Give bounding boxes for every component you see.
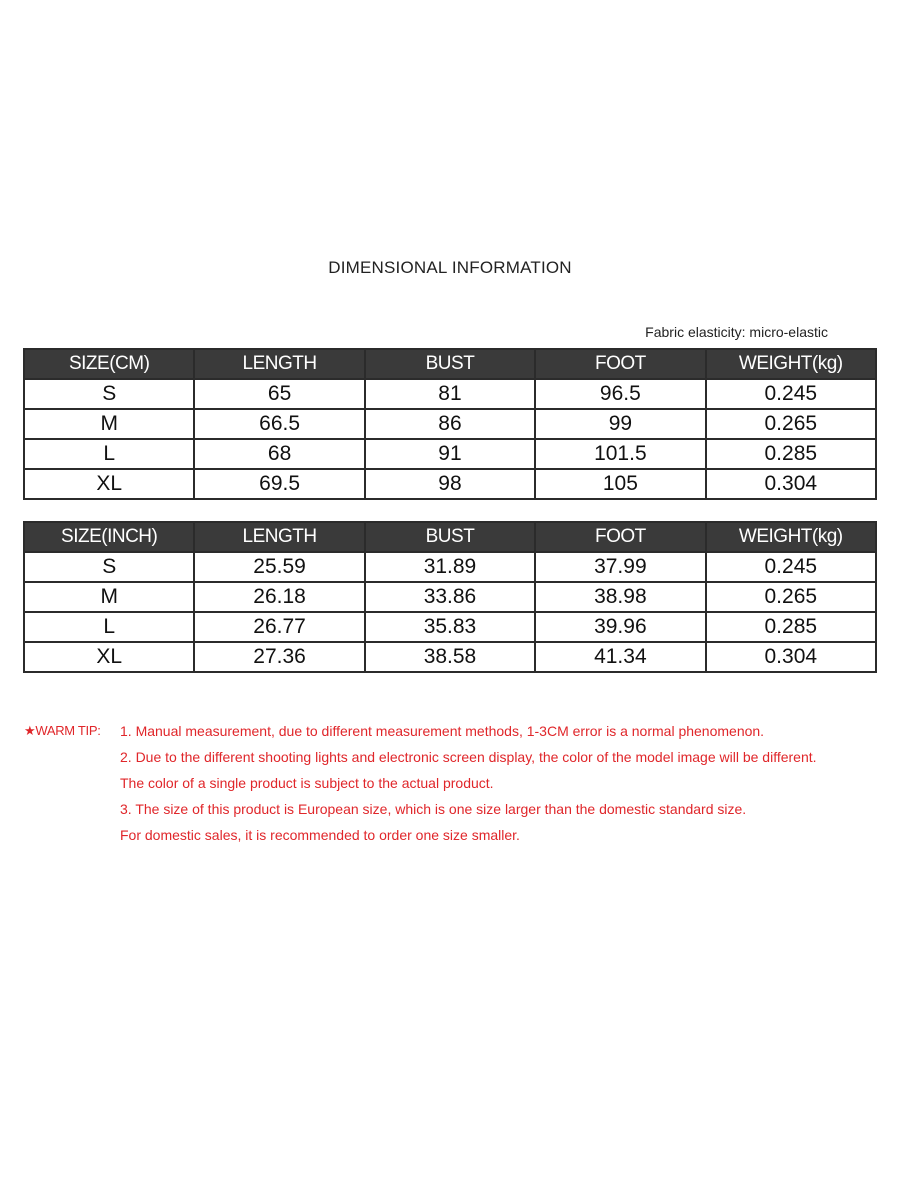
table-cell: 81	[365, 379, 535, 409]
table-row	[24, 379, 876, 409]
warm-tip-text: 2. Due to the different shooting lights and electronic screen display, the color of the model image will be different.	[120, 749, 817, 765]
column-header: BUST	[365, 349, 535, 379]
table-cell: 68	[194, 439, 364, 469]
table-cell: 66.5	[194, 409, 364, 439]
size-table-inch	[23, 521, 877, 673]
table-cell: 99	[535, 409, 705, 439]
column-header: FOOT	[535, 349, 705, 379]
table-row	[24, 409, 876, 439]
table-cell: 0.285	[706, 439, 876, 469]
warm-tip-text: The color of a single product is subject to the actual product.	[120, 775, 494, 791]
table-cell: S	[24, 552, 194, 582]
warm-tip-label	[24, 718, 120, 744]
table-cell: XL	[24, 469, 194, 499]
column-header: BUST	[365, 522, 535, 552]
table-cell: 65	[194, 379, 364, 409]
table-cell: 98	[365, 469, 535, 499]
column-header: FOOT	[535, 522, 705, 552]
table-cell: 41.34	[535, 642, 705, 672]
warm-tip-line	[24, 718, 884, 744]
warm-tip-line	[24, 822, 884, 848]
warm-tip-section	[24, 718, 884, 848]
column-header: LENGTH	[194, 522, 364, 552]
table-cell: L	[24, 612, 194, 642]
table-cell: 0.245	[706, 379, 876, 409]
table-cell: 0.265	[706, 582, 876, 612]
table-row	[24, 582, 876, 612]
table-header-row	[24, 349, 876, 379]
table-cell: M	[24, 582, 194, 612]
table-cell: 105	[535, 469, 705, 499]
table-cell: XL	[24, 642, 194, 672]
table-cell: 31.89	[365, 552, 535, 582]
table-cell: 0.265	[706, 409, 876, 439]
table-cell: 96.5	[535, 379, 705, 409]
column-header: SIZE(INCH)	[24, 522, 194, 552]
table-cell: 37.99	[535, 552, 705, 582]
fabric-elasticity-note: Fabric elasticity: micro-elastic	[645, 324, 828, 340]
warm-tip-line	[24, 796, 884, 822]
table-cell: 0.285	[706, 612, 876, 642]
table-row	[24, 552, 876, 582]
table-cell: 101.5	[535, 439, 705, 469]
table-row	[24, 612, 876, 642]
warm-tip-label-text: WARM TIP:	[35, 723, 101, 738]
table-cell: 27.36	[194, 642, 364, 672]
star-icon: ★	[24, 723, 36, 738]
warm-tip-text: 1. Manual measurement, due to different measurement methods, 1-3CM error is a normal phenomenon.	[120, 723, 765, 739]
table-cell: 35.83	[365, 612, 535, 642]
table-cell: 0.304	[706, 642, 876, 672]
table-cell: 39.96	[535, 612, 705, 642]
table-cell: 33.86	[365, 582, 535, 612]
table-row	[24, 642, 876, 672]
column-header: WEIGHT(kg)	[706, 522, 876, 552]
table-cell: L	[24, 439, 194, 469]
warm-tip-line	[24, 744, 884, 770]
table-cell: 69.5	[194, 469, 364, 499]
table-row	[24, 439, 876, 469]
table-cell: 91	[365, 439, 535, 469]
column-header: SIZE(CM)	[24, 349, 194, 379]
warm-tip-line	[24, 770, 884, 796]
size-table-cm	[23, 348, 877, 500]
table-row	[24, 469, 876, 499]
table-cell: M	[24, 409, 194, 439]
table-cell: 25.59	[194, 552, 364, 582]
column-header: LENGTH	[194, 349, 364, 379]
table-cell: 38.98	[535, 582, 705, 612]
table-header-row	[24, 522, 876, 552]
table-cell: 26.77	[194, 612, 364, 642]
warm-tip-text: 3. The size of this product is European size, which is one size larger than the domestic standard size.	[120, 801, 747, 817]
table-cell: S	[24, 379, 194, 409]
table-cell: 38.58	[365, 642, 535, 672]
table-cell: 0.304	[706, 469, 876, 499]
table-cell: 0.245	[706, 552, 876, 582]
table-cell: 26.18	[194, 582, 364, 612]
column-header: WEIGHT(kg)	[706, 349, 876, 379]
page-title: DIMENSIONAL INFORMATION	[328, 258, 572, 277]
warm-tip-text: For domestic sales, it is recommended to order one size smaller.	[120, 827, 520, 843]
table-cell: 86	[365, 409, 535, 439]
